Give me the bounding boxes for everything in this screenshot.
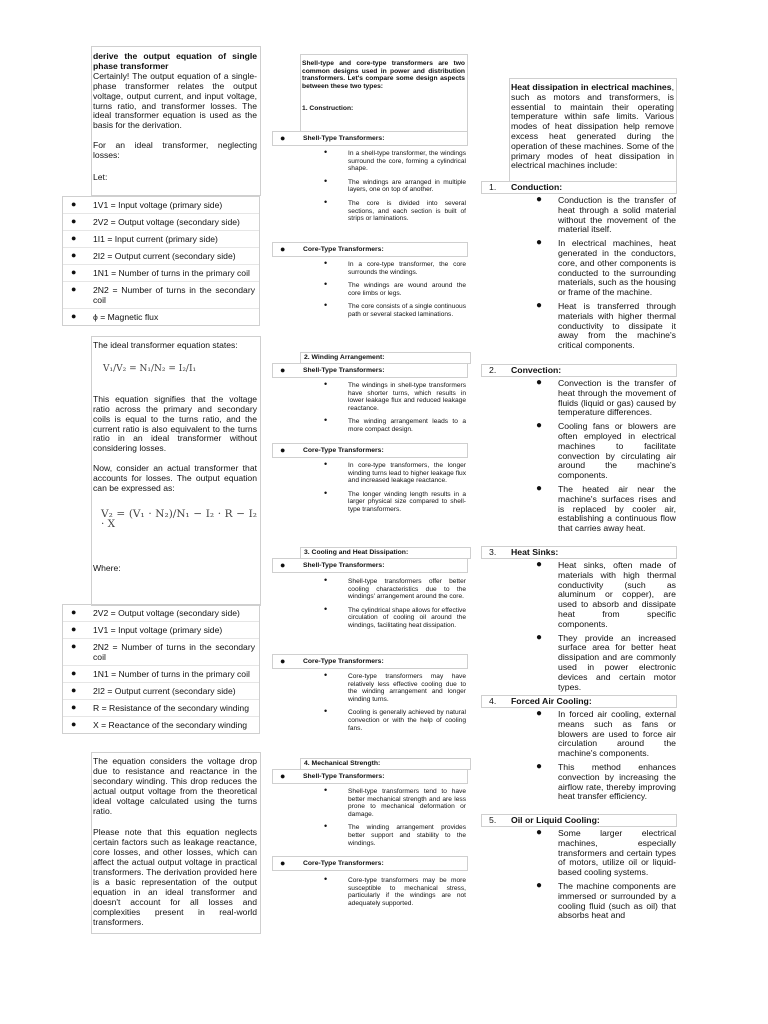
bullet-icon: ● bbox=[71, 702, 77, 712]
col3-intro bbox=[511, 83, 674, 171]
list-item: ● The heated air near the machine's surfaces rises and is replaced by cooler air, establishing a continuous flow that carries away heat. bbox=[536, 482, 676, 534]
bullet-icon: ● bbox=[280, 771, 286, 781]
intro-paragraph: Certainly! The output equation of a single-phase transformer relates the output voltage, output current, and input voltage, turns ratio, and transformer losses. The ideal transformer equation is used as the basis for the derivation. bbox=[93, 70, 257, 131]
heading-oil-cooling: 5. Oil or Liquid Cooling: bbox=[481, 814, 677, 827]
list-item: ● The machine components are immersed or surrounded by a cooling fluid (such as oil) that absorbs heat and bbox=[536, 879, 676, 921]
bullet-icon: • bbox=[324, 487, 328, 498]
list-item: • Core-type transformers may have relatively less effective cooling due to the winding arrangement and longer winding turns. bbox=[324, 670, 466, 703]
bullet-icon: • bbox=[324, 196, 328, 207]
bullet-icon: ● bbox=[71, 267, 77, 277]
bullet-icon: ● bbox=[71, 233, 77, 243]
bullet-icon: • bbox=[324, 670, 328, 680]
list-core-cooling bbox=[318, 670, 466, 732]
list-item: • The longer winding length results in a larger physical size compared to shell-type transformers. bbox=[324, 487, 466, 513]
col2-intro bbox=[302, 60, 465, 113]
list-core-construction bbox=[318, 258, 466, 319]
bullet-icon: ● bbox=[71, 668, 77, 678]
list-item: ● 2I2 = Output current (secondary side) bbox=[63, 683, 259, 700]
subhead-shell-mechanical: ● Shell-Type Transformers: bbox=[272, 769, 468, 784]
bullet-icon: ● bbox=[280, 445, 286, 455]
list-item: • Cooling is generally achieved by natural convection or with the help of cooling fans. bbox=[324, 706, 466, 732]
list-item: • The windings in shell-type transformers have shorter turns, which results in lower leakage flux and reduced leakage reactance. bbox=[324, 379, 466, 412]
list-core-winding bbox=[318, 459, 466, 514]
bullet-icon: • bbox=[324, 459, 328, 469]
bullet-icon: ● bbox=[71, 719, 77, 729]
bullet-icon: ● bbox=[536, 237, 543, 249]
bullet-icon: ● bbox=[71, 250, 77, 260]
bullet-icon: ● bbox=[280, 365, 286, 375]
heading-heat-sinks: 3. Heat Sinks: bbox=[481, 546, 677, 559]
list-item: • In a shell-type transformer, the windings surround the core, forming a cylindrical shape. bbox=[324, 147, 466, 173]
list-item: ● 1I1 = Input current (primary side) bbox=[63, 231, 259, 248]
list-item: ● Heat sinks, often made of materials with high thermal conductivity (such as aluminum or copper), are used to absorb and dissipate heat from specific components. bbox=[536, 559, 676, 629]
list-item: • Shell-type transformers offer better cooling characteristics due to the windings' arrangement around the core. bbox=[324, 575, 466, 601]
list-item: ● 2N2 = Number of turns in the secondary coil bbox=[63, 282, 259, 309]
list-item: • Core-type transformers may be more susceptible to mechanical stress, particularly if the windings are not adequately supported. bbox=[324, 874, 466, 907]
list-item: • In a core-type transformer, the core surrounds the windings. bbox=[324, 258, 466, 276]
bullet-icon: ● bbox=[71, 284, 77, 294]
subhead-core-winding: ● Core-Type Transformers: bbox=[272, 443, 468, 458]
list-item: • The winding arrangement leads to a more compact design. bbox=[324, 415, 466, 433]
list-shell-cooling bbox=[318, 575, 466, 630]
bullet-icon: ● bbox=[280, 858, 286, 868]
list-conduction bbox=[530, 196, 676, 351]
bullet-icon: ● bbox=[536, 631, 543, 643]
bullet-icon: ● bbox=[280, 244, 286, 254]
col1-notes bbox=[93, 757, 257, 928]
bullet-icon: • bbox=[324, 279, 328, 290]
where-list bbox=[62, 604, 260, 734]
bullet-icon: ● bbox=[71, 311, 77, 321]
section-construction: 1. Construction: bbox=[302, 104, 354, 112]
bullet-icon: ● bbox=[71, 216, 77, 226]
bullet-icon: ● bbox=[536, 482, 543, 494]
list-item: ● R = Resistance of the secondary winding bbox=[63, 700, 259, 717]
list-item: ● Heat is transferred through materials with higher thermal conductivity to dissipate it away from the machine's critical components. bbox=[536, 299, 676, 351]
bullet-icon: ● bbox=[536, 879, 543, 891]
bullet-icon: ● bbox=[536, 708, 543, 719]
section-cooling: 3. Cooling and Heat Dissipation: bbox=[300, 547, 471, 559]
list-item: ● 1N1 = Number of turns in the primary coil bbox=[63, 265, 259, 282]
list-item: • Shell-type transformers tend to have better mechanical strength and are less prone to mechanical deformation or damage. bbox=[324, 785, 466, 818]
bullet-icon: ● bbox=[71, 607, 77, 617]
list-oil-cooling bbox=[530, 829, 676, 921]
heading-convection: 2. Convection: bbox=[481, 364, 677, 377]
bullet-icon: • bbox=[324, 706, 328, 717]
list-item: ● 1N1 = Number of turns in the primary coil bbox=[63, 666, 259, 683]
bullet-icon: ● bbox=[536, 827, 543, 838]
heat-dissipation-intro: , such as motors and transformers, is essential to maintain their operating temperature within safe limits. Various modes of heat dissipation help remove excess heat generated during the operation of these machines. Some of the primary modes of heat dissipation in electrical machines include: bbox=[511, 82, 674, 171]
list-item: ● Cooling fans or blowers are often employed in electrical machines to facilitate convection by circulating air around the machine's components. bbox=[536, 420, 676, 481]
list-item: ● 2V2 = Output voltage (secondary side) bbox=[63, 605, 259, 622]
subhead-shell-cooling: ● Shell-Type Transformers: bbox=[272, 558, 468, 573]
bullet-icon: • bbox=[324, 415, 328, 426]
list-item: ● Conduction is the transfer of heat through a solid material without the movement of the material itself. bbox=[536, 194, 676, 235]
section-winding: 2. Winding Arrangement: bbox=[300, 352, 471, 364]
bullet-icon: ● bbox=[536, 194, 543, 205]
doc-title: derive the output equation of single phase transformer bbox=[93, 51, 257, 71]
ideal-equation: V₁/V₂ = N₁/N₂ = I₂/I₁ bbox=[103, 363, 197, 374]
list-item: ● They provide an increased surface area for better heat dissipation and are commonly used in power electronic devices and certain motor types. bbox=[536, 631, 676, 692]
bullet-icon: • bbox=[324, 874, 328, 884]
bullet-icon: • bbox=[324, 175, 328, 186]
bullet-icon: ● bbox=[71, 641, 77, 651]
ideal-intro: For an ideal transformer, neglecting losses: bbox=[93, 140, 257, 161]
subhead-shell-winding: ● Shell-Type Transformers: bbox=[272, 363, 468, 378]
bullet-icon: • bbox=[324, 147, 328, 157]
list-item: • The windings are arranged in multiple layers, one on top of another. bbox=[324, 175, 466, 194]
list-item: ● 1V1 = Input voltage (primary side) bbox=[63, 197, 259, 214]
list-item: ● ϕ = Magnetic flux bbox=[71, 311, 159, 322]
bullet-icon: • bbox=[324, 603, 328, 614]
bullet-icon: ● bbox=[536, 559, 543, 570]
let-label: Let: bbox=[93, 172, 108, 183]
list-item: ● Convection is the transfer of heat through the movement of fluids (liquid or gas) caused by temperature differences. bbox=[536, 377, 676, 418]
col1-intro bbox=[93, 52, 257, 183]
subhead-core-cooling: ● Core-Type Transformers: bbox=[272, 654, 468, 669]
bullet-icon: ● bbox=[536, 420, 543, 432]
bullet-icon: ● bbox=[280, 656, 286, 666]
subhead-shell-construction: ● Shell-Type Transformers: bbox=[272, 131, 468, 146]
bullet-icon: ● bbox=[536, 760, 543, 772]
list-shell-mechanical bbox=[318, 785, 466, 847]
ideal-states: The ideal transformer equation states: bbox=[93, 340, 238, 350]
list-item: ● 2V2 = Output voltage (secondary side) bbox=[63, 214, 259, 231]
bullet-icon: • bbox=[324, 575, 328, 585]
where-label: Where: bbox=[93, 562, 121, 573]
section-mechanical: 4. Mechanical Strength: bbox=[300, 758, 471, 770]
list-item: ● In electrical machines, heat generated in the conductors, core, and other components is conducted to the surrounding materials, such as the housing or frame of the machine. bbox=[536, 237, 676, 298]
signifies-paragraph: This equation signifies that the voltage ratio across the primary and secondary coils is equal to the turns ratio, and the current ratio is also equivalent to the turns ratio in an ideal transformer without considering losses. bbox=[93, 393, 257, 454]
let-list bbox=[62, 196, 260, 326]
list-core-mechanical bbox=[318, 874, 466, 907]
list-item: • The core is divided into several sections, and each section is built of strips or laminations. bbox=[324, 196, 466, 223]
list-item: ● 2N2 = Number of turns in the secondary coil bbox=[63, 639, 259, 666]
list-item: ● X = Reactance of the secondary winding bbox=[71, 719, 248, 730]
list-shell-construction bbox=[318, 147, 466, 223]
bullet-icon: • bbox=[324, 258, 328, 268]
subhead-core-construction: ● Core-Type Transformers: bbox=[272, 242, 468, 257]
list-item: • The core consists of a single continuous path or several stacked laminations. bbox=[324, 300, 466, 318]
bullet-icon: ● bbox=[280, 133, 286, 143]
list-convection bbox=[530, 379, 676, 534]
list-item: ● In forced air cooling, external means such as fans or blowers are used to force air circulation around the machine's components. bbox=[536, 708, 676, 759]
heading-conduction: 1. Conduction: bbox=[481, 181, 677, 194]
output-equation: V₂ = (V₁ · N₂)/N₁ − I₂ · R − I₂ · X bbox=[101, 507, 257, 530]
heading-forced-air: 4. Forced Air Cooling: bbox=[481, 695, 677, 708]
bullet-icon: ● bbox=[71, 199, 77, 209]
list-item: • The cylindrical shape allows for effective circulation of cooling oil around the windings, facilitating heat dissipation. bbox=[324, 603, 466, 629]
list-shell-winding bbox=[318, 379, 466, 434]
list-item: • The winding arrangement provides better support and stability to the windings. bbox=[324, 821, 466, 847]
bullet-icon: • bbox=[324, 379, 328, 389]
list-item: • In core-type transformers, the longer winding turns lead to higher leakage flux and increased leakage reactance. bbox=[324, 459, 466, 485]
list-item: ● Some larger electrical machines, especially transformers and certain types of motors, utilize oil or liquid-based cooling systems. bbox=[536, 827, 676, 878]
bullet-icon: ● bbox=[71, 685, 77, 695]
heat-dissipation-term: Heat dissipation in electrical machines bbox=[511, 82, 672, 92]
bullet-icon: ● bbox=[71, 624, 77, 634]
bullet-icon: • bbox=[324, 785, 328, 795]
list-heat-sinks bbox=[530, 561, 676, 692]
bullet-icon: • bbox=[324, 821, 328, 832]
list-item: ● 1V1 = Input voltage (primary side) bbox=[63, 622, 259, 639]
comparison-intro: Shell-type and core-type transformers are two common designs used in power and distribution transformers. Let's compare some design aspects between these two types: bbox=[302, 60, 465, 91]
note-paragraph: Please note that this equation neglects certain factors such as leakage reactance, core losses, and other losses, which can affect the actual output voltage in practical transformers. The derivation provided here is a basic representation of the output equation in an ideal transformer and doesn't account for all losses and complexities present in real-world transformers. bbox=[93, 827, 257, 927]
bullet-icon: ● bbox=[280, 560, 286, 570]
col1-equation-section bbox=[93, 341, 257, 574]
subhead-core-mechanical: ● Core-Type Transformers: bbox=[272, 856, 468, 871]
bullet-icon: ● bbox=[536, 299, 543, 311]
consider-paragraph: The equation considers the voltage drop due to resistance and reactance in the secondary winding. This drop reduces the actual output voltage from the theoretical ideal voltage calculated using the turns ratio. bbox=[93, 756, 257, 816]
bullet-icon: ● bbox=[536, 377, 543, 388]
bullet-icon: • bbox=[324, 300, 328, 311]
list-item: ● This method enhances convection by increasing the airflow rate, thereby improving heat transfer efficiency. bbox=[536, 760, 676, 802]
list-forced-air bbox=[530, 710, 676, 802]
list-item: • The windings are wound around the core limbs or legs. bbox=[324, 279, 466, 297]
actual-paragraph: Now, consider an actual transformer that accounts for losses. The output equation can be expressed as: bbox=[93, 463, 257, 494]
list-item: ● 2I2 = Output current (secondary side) bbox=[63, 248, 259, 265]
